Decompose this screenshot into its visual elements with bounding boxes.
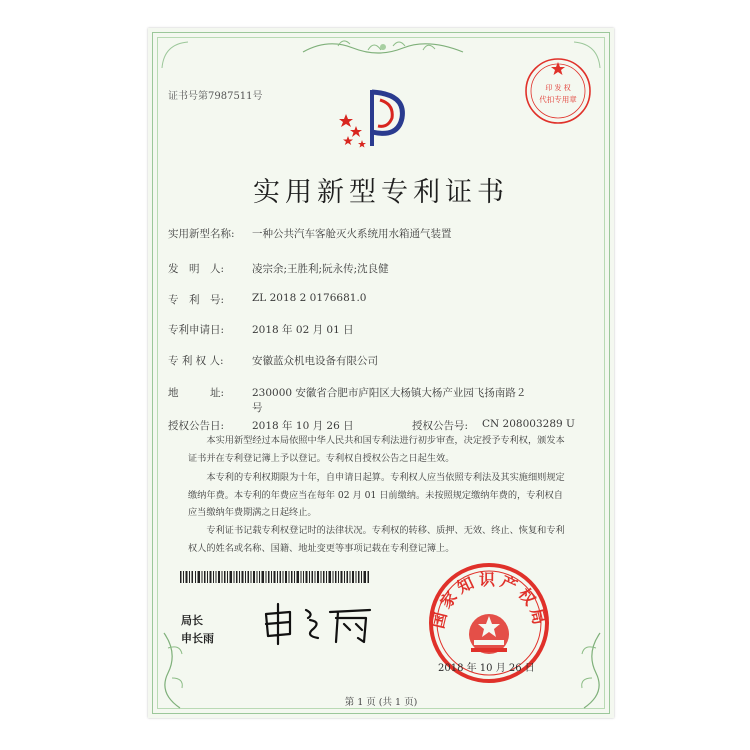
field-label-grant-no: 授权公告号: — [412, 420, 469, 432]
field-value-patentee: 安徽蓝众机电设备有限公司 — [252, 355, 378, 367]
corner-ornament-top-left — [160, 40, 190, 70]
field-value-grant-date: 2018 年 10 月 26 日 — [252, 420, 354, 432]
field-label-name: 实用新型名称: — [168, 228, 235, 240]
body-paragraph-3: 专利证书记载专利权登记时的法律状况。专利权的转移、质押、无效、终止、恢复和专利权人的姓名或名称、国籍、地址变更等事项记载在专利登记簿上。 — [188, 525, 565, 554]
field-value-patent-no: ZL 2018 2 0176681.0 — [252, 292, 367, 304]
field-value-address-line2: 号 — [252, 402, 263, 414]
seal-date: 2018 年 10 月 26 日 — [438, 663, 535, 674]
field-value-inventors: 凌宗余;王胜利;阮永传;沈良健 — [252, 263, 389, 275]
field-value-filing-date: 2018 年 02 月 01 日 — [252, 324, 354, 336]
field-label-grant-date: 授权公告日: — [168, 420, 225, 432]
field-label-patentee: 专 利 权 人: — [168, 355, 224, 367]
body-paragraph-2: 本专利的专利权期限为十年，自申请日起算。专利权人应当依照专利法及其实施细则规定缴纳年费。本专利的年费应当在每年 02 月 01 日前缴纳。未按照规定缴纳年费的，专利权自应当缴纳年费期满之日起终止。 — [188, 472, 565, 518]
field-label-filing-date: 专利申请日: — [168, 324, 225, 336]
print-seal-stamp — [523, 56, 593, 126]
svg-text:代扣专用章: 代扣专用章 — [539, 95, 577, 104]
page-footer: 第 1 页 (共 1 页) — [344, 697, 418, 708]
body-paragraph-1: 本实用新型经过本局依照中华人民共和国专利法进行初步审查，决定授予专利权，颁发本证书并在专利登记簿上予以登记。专利权自授权公告之日起生效。 — [188, 435, 565, 464]
field-label-patent-no: 专 利 号: — [168, 294, 225, 306]
top-vine-ornament — [298, 34, 468, 60]
field-value-grant-no: CN 208003289 U — [482, 418, 575, 430]
patent-office-emblem-icon — [336, 86, 416, 158]
svg-text:印 发 权: 印 发 权 — [545, 84, 571, 92]
svg-text:国家知识产权局: 国家知识产权局 — [428, 570, 550, 631]
director-title: 局长 — [181, 614, 203, 627]
barcode — [180, 571, 370, 583]
field-value-name: 一种公共汽车客舱灭火系统用水箱通气装置 — [252, 228, 452, 240]
patent-certificate — [148, 28, 614, 718]
field-value-address: 230000 安徽省合肥市庐阳区大杨镇大杨产业园飞扬南路２ — [252, 387, 527, 399]
field-label-inventors: 发 明 人: — [168, 263, 225, 275]
certificate-number: 证书号第7987511号 — [168, 91, 263, 102]
director-name: 申长雨 — [181, 632, 214, 645]
certificate-title: 实用新型专利证书 — [253, 177, 509, 208]
director-signature — [260, 600, 390, 646]
field-label-address: 地 址: — [168, 387, 225, 399]
